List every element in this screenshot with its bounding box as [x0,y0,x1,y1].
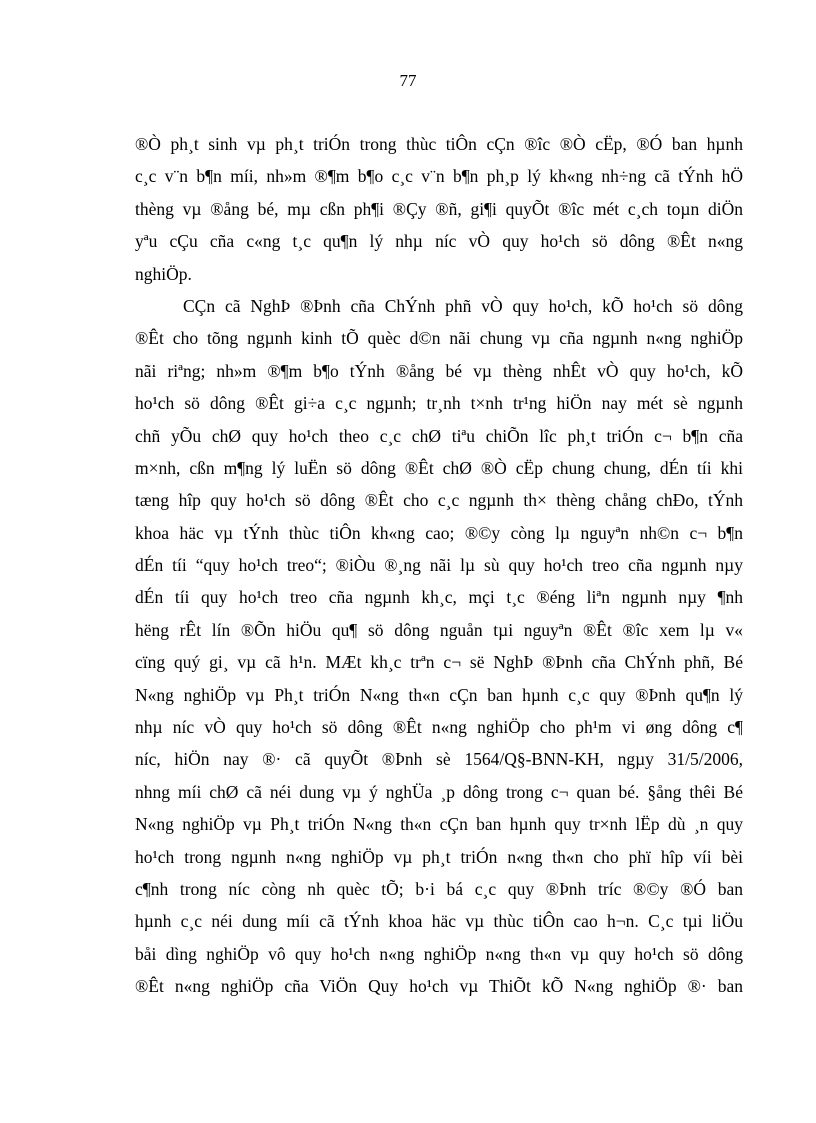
text-line: ho¹ch trong ngµnh n«ng nghiÖp vµ ph¸t triÓn n«ng th«n cho phï hîp víi bèi [135,846,743,867]
text-line: tæng hîp quy ho¹ch sö dông ®Êt cho c¸c ngµnh th× thèng chång chÐo, tÝnh [135,490,743,511]
text-line: ®Ò ph¸t sinh vµ ph¸t triÓn trong thùc tiÔn cÇn ®îc ®Ò cËp, ®Ó ban hµnh [135,134,743,154]
text-line: yªu cÇu cña c«ng t¸c qu¶n lý nhµ níc vÒ quy ho¹ch sö dông ®Êt n«ng [135,231,743,252]
text-line: hµnh c¸c néi dung míi cã tÝnh khoa häc vµ thùc tiÔn cao h¬n. C¸c tµi liÖu [135,911,743,932]
body-text [135,128,743,1003]
text-line: c¶nh trong níc còng nh quèc tÕ; b·i bá c¸c quy ®Þnh tríc ®©y ®Ó ban [135,878,743,899]
text-line: ®Êt n«ng nghiÖp cña ViÖn Quy ho¹ch vµ ThiÕt kÕ N«ng nghiÖp ®· ban [135,976,743,997]
text-line: båi dìng nghiÖp vô quy ho¹ch n«ng nghiÖp n«ng th«n vµ quy ho¹ch sö dông [135,943,743,964]
text-line: nghiÖp. [135,263,192,284]
text-line: nhng míi chØ cã néi dung vµ ý nghÜa ¸p dông trong c¬ quan bé. §ång thêi Bé [135,781,743,802]
text-line: m×nh, cßn m¶ng lý luËn sö dông ®Êt chØ ®Ò cËp chung chung, dÉn tíi khi [135,457,743,478]
text-line: hëng rÊt lín ®Õn hiÖu qu¶ sö dông nguån tµi nguyªn ®Êt ®îc xem lµ v« [135,619,743,640]
text-line: ho¹ch sö dông ®Êt gi÷a c¸c ngµnh; tr¸nh t×nh tr¹ng hiÖn nay mét sè ngµnh [135,393,743,414]
text-line: N«ng nghiÖp vµ Ph¸t triÓn N«ng th«n cÇn ban hµnh quy tr×nh lËp dù ¸n quy [135,814,743,835]
text-line: c¸c v¨n b¶n míi, nh»m ®¶m b¶o c¸c v¨n b¶n ph¸p lý kh«ng nh÷ng cã tÝnh hÖ [135,166,743,187]
text-line: nãi riªng; nh»m ®¶m b¶o tÝnh ®ång bé vµ thèng nhÊt vÒ quy ho¹ch, kÕ [135,360,743,381]
text-line: nhµ níc vÒ quy ho¹ch sö dông ®Êt n«ng nghiÖp cho ph¹m vi øng dông c¶ [135,717,743,738]
text-line: chñ yÕu chØ quy ho¹ch theo c¸c chØ tiªu chiÕn lîc ph¸t triÓn c¬ b¶n cña [135,425,743,446]
text-line: ®Êt cho tõng ngµnh kinh tÕ quèc d©n nãi chung vµ cña ngµnh n«ng nghiÖp [135,328,743,349]
text-line: dÉn tíi quy ho¹ch treo cña ngµnh kh¸c, mçi t¸c ®éng liªn ngµnh nµy ¶nh [135,587,743,608]
text-line: thèng vµ ®ång bé, mµ cßn ph¶i ®Çy ®ñ, gi¶i quyÕt ®îc mét c¸ch toµn diÖn [135,198,743,219]
text-line: níc, hiÖn nay ®· cã quyÕt ®Þnh sè 1564/Q§-BNN-KH, ngµy 31/5/2006, [135,749,743,770]
text-line: khoa häc vµ tÝnh thùc tiÔn kh«ng cao; ®©y còng lµ nguyªn nh©n c¬ b¶n [135,522,743,543]
text-line: CÇn cã NghÞ ®Þnh cña ChÝnh phñ vÒ quy ho¹ch, kÕ ho¹ch sö dông [183,295,743,316]
page-number: 77 [399,71,417,90]
text-line: dÉn tíi “quy ho¹ch treo“; ®iÒu ®¸ng nãi lµ sù quy ho¹ch treo cña ngµnh nµy [135,555,743,576]
text-line: N«ng nghiÖp vµ Ph¸t triÓn N«ng th«n cÇn ban hµnh c¸c quy ®Þnh qu¶n lý [135,684,743,705]
text-line: cïng quý gi¸ vµ cã h¹n. MÆt kh¸c trªn c¬ së NghÞ ®Þnh cña ChÝnh phñ, Bé [135,652,743,673]
